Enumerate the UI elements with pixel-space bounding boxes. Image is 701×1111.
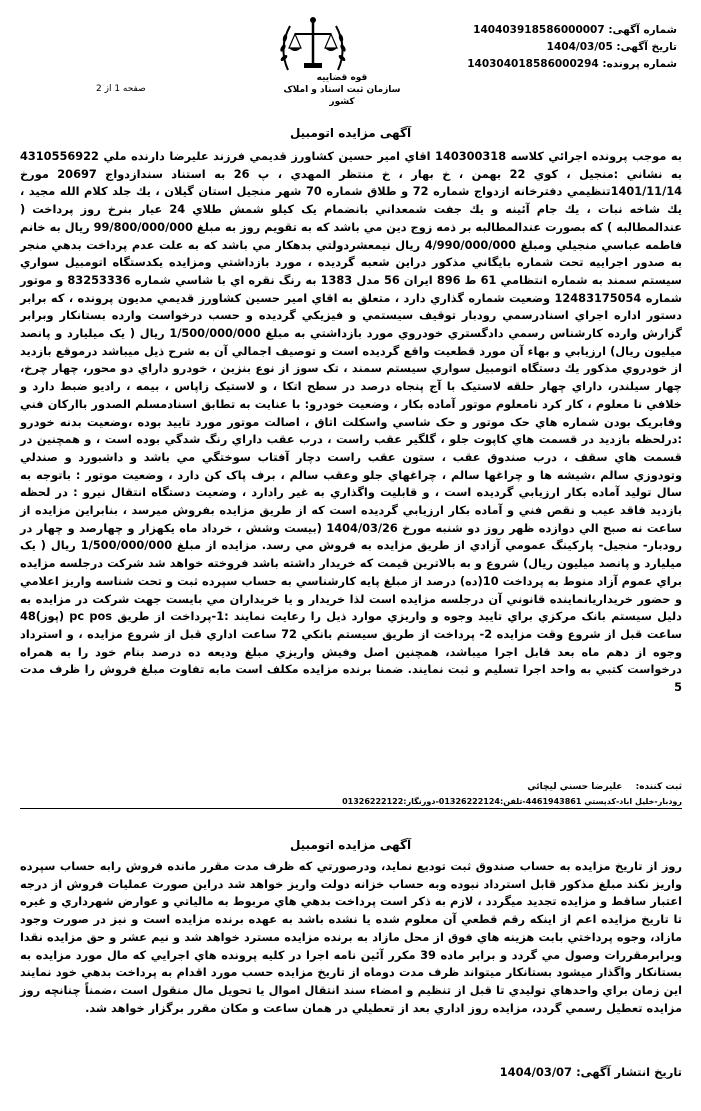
org-line-1: قوه قضاییه: [316, 73, 368, 83]
signer-name: عليرضا حسني ليچائي: [527, 782, 623, 792]
signer-label: ثبت کننده:: [635, 782, 682, 792]
notice-meta: [457, 22, 677, 73]
notice-number: شماره آگهی: 140403918586000007: [473, 24, 677, 36]
section-2-body: [20, 858, 682, 1017]
section-2-title: آگهی مزایده اتومبیل: [289, 838, 412, 852]
signer-contact: رودبار-خليل اباد-كدپستي 4461943861-تلفن:01326222124-دورنگار:01326222122: [20, 797, 682, 809]
section-1-paragraph: به موجب پرونده اجرائي كلاسه 140300318 اقاي امير حسين كشاورز قديمي فرزند عليرضا دارنده ملي 4310556922 به نشاني :منجيل ، كوي 22 بهمن ، خ بهار ، خ منتظر المهدي ، پ 26 به استناد سندازدواج 20697 مورخ 1401/11/14تنظيمي دفترخانه ازدواج شماره 72 و طلاق شماره 70 شهر منجيل استان گيلان ، يك جلد كلام الله مجيد ، يك شاخه نبات ، يك جام آئينه و يك جفت شمعداني بانضمام يک کيلو شمش طلاي 24 عيار بنرخ روز پرداخت ( عندالمطالبه ) كه بصورت عندالمطالبه بر ذمه زوج دين مي باشد كه به تقويم روز به مبلغ 99/800/000/000 ريال به خانم فاطمه عباسي منجيلي ومبلغ 4/990/000/000 ريال نيمعشردولتي بدهكار مي باشد كه به علت عدم پرداخت بدهي منجر به صدور اجراييه تحت شماره بايگاني مذكور دراين شعبه گرديده ، مورد بازداشتي ومزايده يكدستگاه اتومبيل سواري سيستم سمند به شماره انتظامي 61 ط 896 ايران 56 مدل 1383 به رنگ نقره اي با شاسي شماره 83253336 و موتور شماره 12483175054 وضعيت شماره گذاري دارد ، متعلق به اقاي امير حسين كشاورز قديمي مديون پرونده ، كه برابر دستور اداره اجراي اسنادرسمي رودبار توقيف سيستمي و فيزيكي گرديده و حسب درخواست وارده بستانكار وبرابر گزارش وارده كارشناس رسمي دادگستري خودروي مورد بازداشتي به مبلغ 1/500/000/000 ريال ( يک ميليارد و پانصد ميليون ريال) ارزيابي و بهاء آن مورد قطعيت واقع گرديده است و توصيف اجمالي آن به شرح ذيل ميباشد درموقع بازديد از خودروي مذكور يك دستگاه اتومبيل سواري سيستم سمند ، تک سوز از نوع بنزين ، خودرو داراي دو محور، چهار چرخ، چهار سيلندر، داراي چهار حلقه لاستيک با آج پنجاه درصد در سطح اتکا ، و لاستيک زاپاس ، بيمه ، راديو ضبط دارد و خلافي نا معلوم ، کار کرد نامعلوم موتور آماده بکار ، وضعيت خودرو: با عنايت به تطابق اسنادمسلم الصدور باارکان فني وفابريک بودن شماره هاي حک موتور و حک شاسي واسکلت اتاق ، اصالت موتور مورد تاييد بوده ،وضعيت بدنه خودرو :درلحظه بازديد در قسمت هاي کاپوت جلو ، گلگير عقب راست ، درب عقب داراي رنگ شدگي بوده است ، و همچنين در قسمت هاي سقف ، درب صندوق عقب ، ستون عقب راست دچار آفتاب سوختگي مي باشد و داشبورد و صندلي وتودوزي سالم ،شيشه ها و چراغها سالم ، چراغهاي جلو وعقب سالم ، برف پاک کن دارد ، وضعيت موتور : باتوجه به سال توليد آماده بكار ارزيابي گرديده است ، و قابليت واگذاري به غير رادارد ، وضعيت دستگاه انتقال نيرو : در لحظه بازديد فاقد عيب و نقص فني و آماده بكار ارزيابي گرديده است كه از طريق مزايده بفروش ميرسد ، بنابراين مزايده از ساعت نه صبح الي دوازده ظهر روز دو شنبه مورخ 1404/03/26 (بيست وشش ، خرداد ماه يكهزار و چهارصد و چهار در رودبار- منجيل- پاركينگ عمومي آزادي از طريق مزايده به فروش مي رسد. مزايده از مبلغ 1/500/000/000 ريال ( يک ميليارد و پانصد ميليون ريال) شروع و به بالاترين قيمت كه خريدار داشته باشد فروخته خواهد شد شركت درجلسه مزايده براي عموم آزاد منوط به پرداخت 10(ده) درصد از مبلغ پايه كارشناسي به حساب سپرده ثبت و تحت شناسه واريز اعلامي و حضور خريداريانماينده قانوني آن درجلسه مزايده است لذا خريدار و يا خريداران مي بايست جهت شركت در مزايده به دليل سيستم بانک مرکزي براي تاييد وجوه و واريزي موارد ذيل را رعايت نمايند :1-پرداخت از طريق pc pos (پوز)48 ساعت قبل از شروع وقت مزايده 2- پرداخت از طريق سيستم بانكي 72 ساعت اداري قبل از شروع مزايده ، و استرداد وجوه از دهم ماه بعد قابل اجرا ميباشد، همچنين اصل وفيش واريزي مبلغ وديعه ده درصد بنام خود را به همراه درخواست كتبي به واحد اجرا تسليم و ثبت نمايند. ضمنا برنده مزايده مكلف است مابه تفاوت مبلغ فروش را ظرف مدت 5: [20, 149, 683, 695]
section-1-title: آگهی مزایده اتومبیل: [289, 126, 412, 140]
file-number: شماره پرونده: 140304018586000294: [467, 58, 677, 70]
section-1-body: [20, 148, 682, 697]
org-line-2: سازمان ثبت اسناد و املاک کشور: [283, 85, 401, 107]
notice-date: تاریخ آگهی: 1404/03/05: [546, 41, 677, 53]
signer-line: [20, 782, 682, 792]
publish-date: تاریخ انتشار آگهی: 1404/03/07: [499, 1065, 682, 1079]
section-2-paragraph: روز از تاريخ مزايده به حساب صندوق ثبت توديع نمايد، ودرصورتي كه ظرف مدت مقرر مانده فروش رابه حساب سپرده واريز نكند مبلغ مذكور قابل استرداد نبوده وبه حساب خزانه دولت واريز خواهد شد دراين صورت عمليات فروش از درجه اعتبار ساقط و مزايده تجديد ميگردد ، لازم به ذكر است پرداخت بدهي هاي مربوط به مالياتي و عوارض شهرداري و غيره تا تاريخ مزايده اعم از اينكه رقم قطعي آن معلوم شده يا نشده باشد به عهده برنده مزايده است و نيز در صورت وجود مازاد، وجوه پرداختي بابت هزينه هاي فوق از محل مازاد به برنده مزايده مسترد خواهد شد و نيم عشر و حق مزايده نقدا وبرابرمقررات وصول مي گردد و برابر ماده 39 مكرر آئين نامه اجرا در كليه پرونده هاي اجرايي كه مال مورد مزايده به بستانكار واگذار ميشود بستانكار ميتواند ظرف مدت دوماه از تاريخ مزايده حسب مورد اقدام به پرداخت بدهي خود نمايند اين زمان براي واحدهاي توليدي تا قبل از تنظيم و امضاء سند انتقال اموال يا تحويل مال منقول است ،ضمناً چنانچه روز مزايده تعطيل رسمي گردد، مزايده روز اداري بعد از تعطيلي در همان ساعت و مكان مقرر برگزار خواهد شد.: [20, 859, 682, 1015]
page-indicator: صفحه 1 از 2: [96, 84, 146, 94]
organization-lines: [282, 72, 402, 108]
